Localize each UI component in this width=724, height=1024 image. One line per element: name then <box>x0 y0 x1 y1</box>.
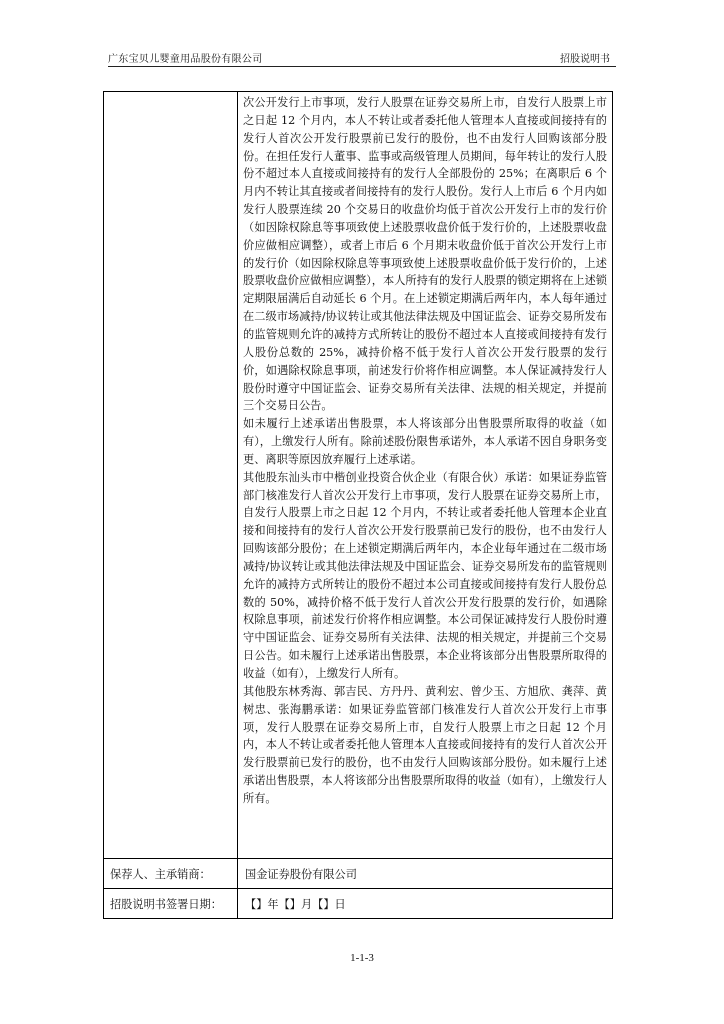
company-name: 广东宝贝儿婴童用品股份有限公司 <box>108 54 263 65</box>
signing-date-label: 招股说明书签署日期： <box>110 898 222 911</box>
row-divider <box>104 888 612 889</box>
page-number: 1-1-3 <box>350 952 374 964</box>
page-header <box>108 50 616 67</box>
document-type: 招股说明书 <box>560 54 610 65</box>
signing-date-value: 【】年【】月【】日 <box>245 898 346 911</box>
paragraph: 如未履行上述承诺出售股票，本人将该部分出售股票所取得的收益（如有），上缴发行人所有。除前述股份限售承诺外，本人承诺不因自身职务变更、离职等原因放弃履行上述承诺。 <box>243 417 607 466</box>
sponsor-label: 保荐人、主承销商： <box>110 868 211 881</box>
paragraph: 次公开发行上市事项，发行人股票在证券交易所上市，自发行人股票上市之日起 12 个月内，本人不转让或者委托他人管理本人直接或间接持有的发行人首次公开发行股票前已发行的股份，也不由发行人回购该部分股份。在担任发行人董事、监事或高级管理人员期间，每年转让的发行人股份不超过本人直接或间接持有的发行人全部股份的 25%；在离职后 6 个月内不转让其直接或者间接持有的发行人股份。发行人上市后 6 个月内如发行人股票连续 20 个交易日的收盘价均低于首次公开发行上市的发行价（如因除权除息等事项致使上述股票收盘价低于发行价的，上述股票收盘价应做相应调整），或者上市后 6 个月期末收盘价低于首次公开发行上市的发行价（如因除权除息等事项致使上述股票收盘价低于发行价的，上述股票收盘价应做相应调整），本人所持有的发行人股票的锁定期将在上述锁定期限届满后自动延长 6 个月。在上述锁定期满后两年内，本人每年通过在二级市场减持/协议转让或其他法律法规及中国证监会、证券交易所发布的监管规则允许的减持方式所转让的股份不超过本人直接或间接持有发行人股份总数的 25%，减持价格不低于发行人首次公开发行股票的发行价，如遇除权除息事项，前述发行价将作相应调整。本人保证减持发行人股份时遵守中国证监会、证券交易所有关法律、法规的相关规定，并提前三个交易日公告。 <box>243 96 607 413</box>
paragraph: 其他股东汕头市中楷创业投资合伙企业（有限合伙）承诺：如果证券监管部门核准发行人首次公开发行上市事项，发行人股票在证券交易所上市，自发行人股票上市之日起 12 个月内，不转让或者委托他人管理本企业直接和间接持有的发行人首次公开发行股票前已发行的股份，也不由发行人回购该部分股份；在上述锁定期满后两年内，本企业每年通过在二级市场减持/协议转让或其他法律法规及中国证监会、证券交易所发布的监管规则允许的减持方式所转让的股份不超过本公司直接或间接持有发行人股份总数的 50%，减持价格不低于发行人首次公开发行股票的发行价，如遇除权除息事项，前述发行价将作相应调整。本公司保证减持发行人股份时遵守中国证监会、证券交易所有关法律、法规的相关规定，并提前三个交易日公告。如未履行上述承诺出售股票，本企业将该部分出售股票所取得的收益（如有），上缴发行人所有。 <box>243 470 607 680</box>
sponsor-value: 国金证券股份有限公司 <box>245 868 357 881</box>
row-divider <box>104 858 612 859</box>
info-table <box>103 91 613 919</box>
header-divider <box>108 66 616 67</box>
paragraph: 其他股东林秀海、郭吉民、方丹丹、黄利宏、曾少玉、方旭欣、龚萍、黄树忠、张海鹏承诺：如果证券监管部门核准发行人首次公开发行上市事项，发行人股票在证券交易所上市，自发行人股票上市之日起 12 个月内，本人不转让或者委托他人管理本人直接或间接持有的发行人首次公开发行股票前已发行的股份，也不由发行人回购该部分股份。如未履行上述承诺出售股票，本人将该部分出售股票所取得的收益（如有），上缴发行人所有。 <box>243 684 607 805</box>
column-divider <box>237 92 238 918</box>
lockup-commitment-text <box>243 94 607 808</box>
